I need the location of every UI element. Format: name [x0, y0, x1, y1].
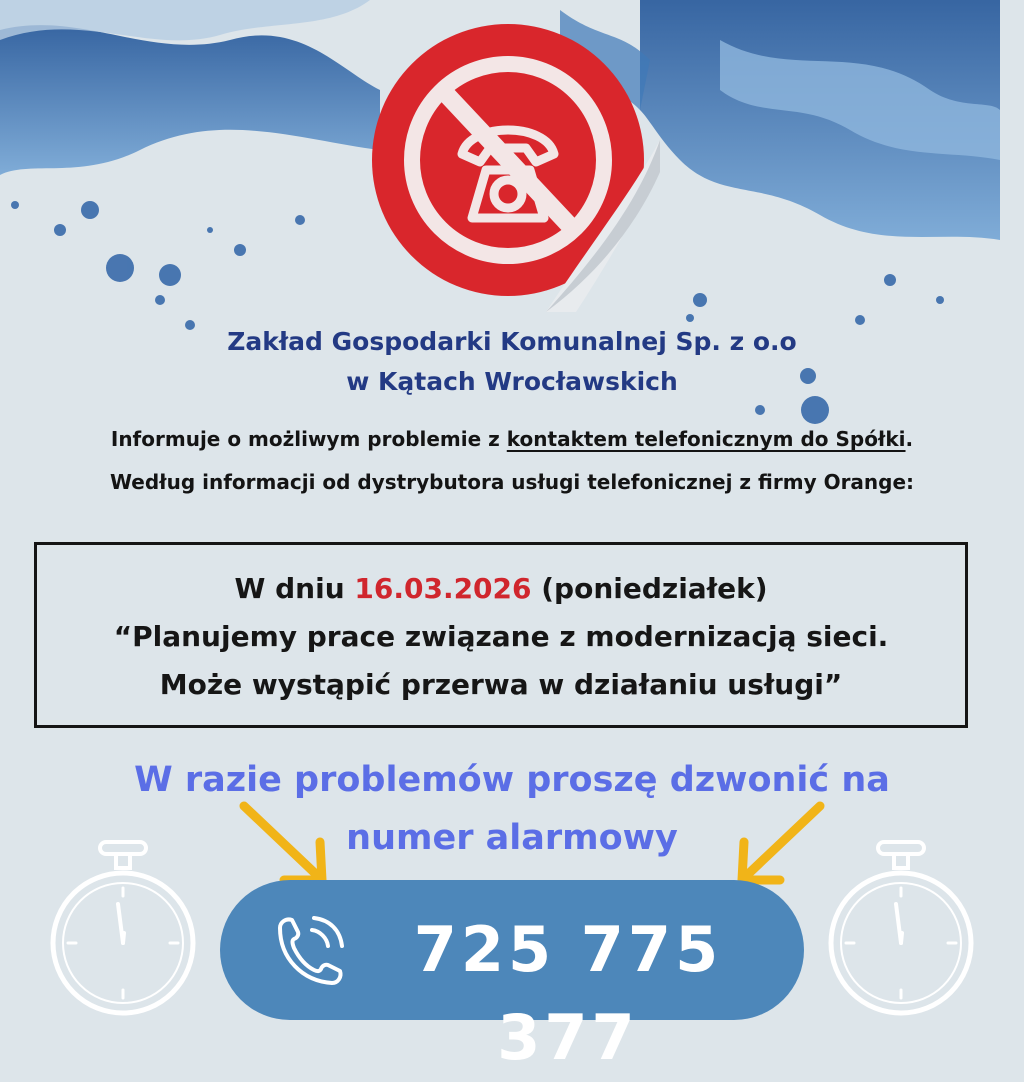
intro-line1-prefix: Informuje o możliwym problemie z: [110, 427, 507, 451]
no-phone-sticker-icon: [370, 22, 660, 312]
stopwatch-icon: [48, 838, 198, 1023]
cta-line2: numer alarmowy: [346, 818, 678, 858]
notice-date: 16.03.2026: [354, 572, 532, 605]
cta-line1: W razie problemów proszę dzwonić na: [134, 760, 890, 800]
arrow-down-right-icon: [236, 796, 336, 892]
phone-number-pill[interactable]: [220, 880, 804, 1074]
notice-line3: Może wystąpić przerwa w działaniu usługi”: [159, 668, 843, 701]
notice-line2: “Planujemy prace związane z modernizacją sieci.: [113, 620, 889, 653]
arrow-down-left-icon: [728, 796, 828, 892]
notice-box: [34, 542, 968, 728]
intro-line1: [0, 424, 1024, 454]
phone-number[interactable]: 725 775 377: [413, 913, 723, 1074]
phone-icon: [266, 908, 352, 994]
intro-line1-underlined: kontaktem telefonicznym do Spółki: [506, 427, 906, 451]
company-name-line2: w Kątach Wrocławskich: [346, 367, 678, 396]
notice-line1-suffix: (poniedziałek): [531, 572, 768, 605]
notice-line1: [37, 569, 965, 609]
company-name-line1: Zakład Gospodarki Komunalnej Sp. z o.o: [227, 327, 797, 356]
stopwatch-icon: [826, 838, 976, 1023]
intro-line2: Według informacji od dystrybutora usługi telefonicznej z firmy Orange:: [109, 470, 915, 494]
notice-line1-prefix: W dniu: [234, 572, 355, 605]
intro-line1-suffix: .: [905, 427, 914, 451]
